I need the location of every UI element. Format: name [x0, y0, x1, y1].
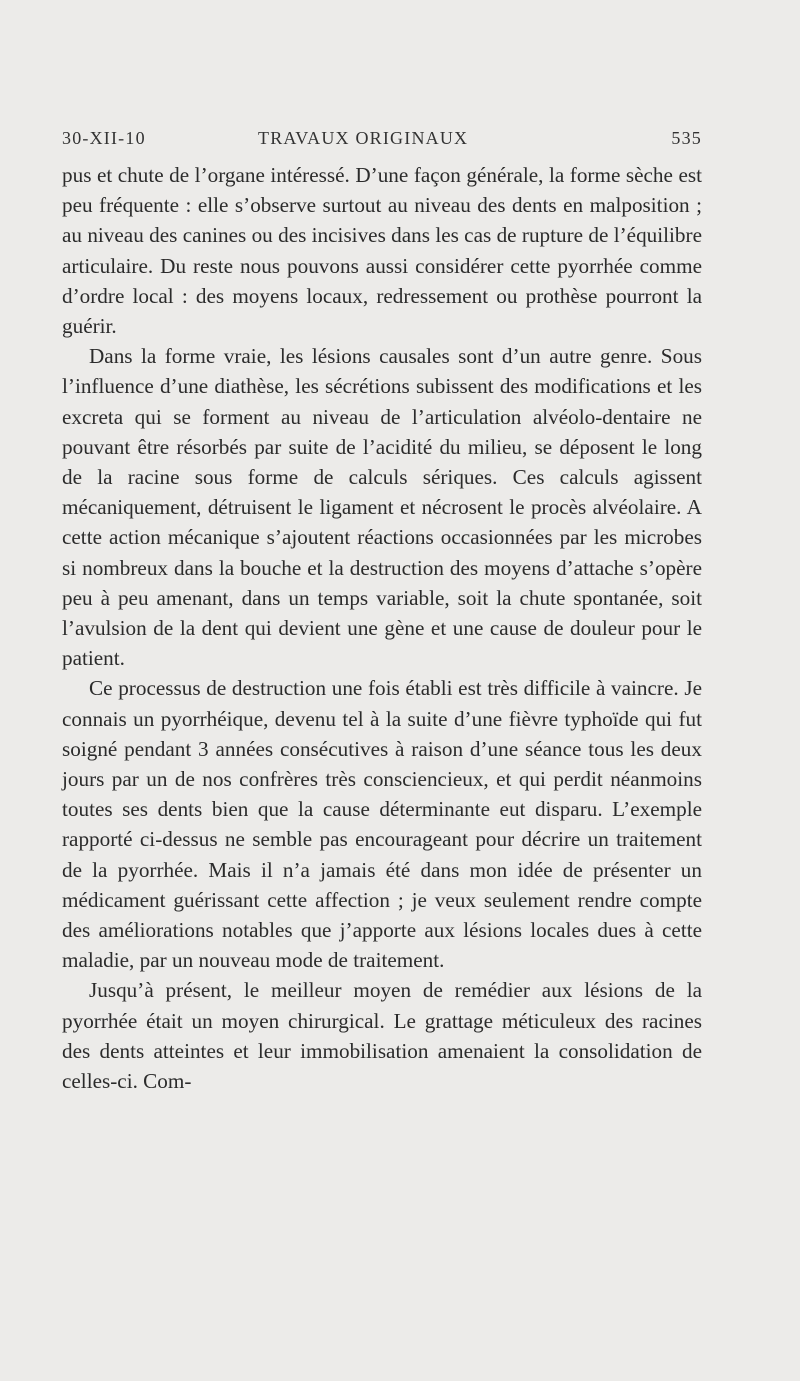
header-date: 30-XII-10	[62, 128, 146, 148]
running-header	[62, 128, 702, 160]
header-page-number: 535	[671, 128, 702, 148]
header-section-title: TRAVAUX ORIGINAUX	[258, 128, 469, 148]
document-page	[62, 128, 702, 1096]
paragraph-2: Dans la forme vraie, les lésions causales sont d’un autre genre. Sous l’influence d’une diathèse, les sécrétions subissent des modifications et les excreta qui se forment au niveau de l’articulation alvéolo-dentaire ne pouvant être résorbés par suite de l’acidité du milieu, se déposent le long de la racine sous forme de calculs sériques. Ces calculs agissent mécaniquement, détruisent le ligament et nécrosent le procès alvéolaire. A cette action mécanique s’ajoutent réactions occasionnées par les microbes si nombreux dans la bouche et la destruction des moyens d’attache s’opère peu à peu amenant, dans un temps variable, soit la chute spontanée, soit l’avulsion de la dent qui devient une gène et une cause de douleur pour le patient.	[62, 344, 702, 671]
paragraph-3: Ce processus de destruction une fois établi est très difficile à vaincre. Je connais un pyorrhéique, devenu tel à la suite d’une fièvre typhoïde qui fut soigné pendant 3 années consécutives à raison d’une séance tous les deux jours par un de nos confrères très consciencieux, et qui perdit néanmoins toutes ses dents bien que la cause déterminante eut disparu. L’exemple rapporté ci-dessus ne semble pas encourageant pour décrire un traitement de la pyorrhée. Mais il n’a jamais été dans mon idée de présenter un médicament guérissant cette affection ; je veux seulement rendre compte des améliorations notables que j’apporte aux lésions locales dues à cette maladie, par un nouveau mode de traitement.	[62, 676, 702, 973]
paragraph-4: Jusqu’à présent, le meilleur moyen de remédier aux lésions de la pyorrhée était un moyen chirurgical. Le grattage méticuleux des racines des dents atteintes et leur immobilisation amenaient la consolidation de celles-ci. Com-	[62, 978, 702, 1094]
body-text	[62, 160, 702, 1096]
paragraph-1: pus et chute de l’organe intéressé. D’une façon générale, la forme sèche est peu fréquente : elle s’observe surtout au niveau des dents en malposition ; au niveau des canines ou des incisives dans les cas de rupture de l’équilibre articulaire. Du reste nous pouvons aussi considérer cette pyorrhée comme d’ordre local : des moyens locaux, redressement ou prothèse pourront la guérir.	[62, 163, 702, 339]
